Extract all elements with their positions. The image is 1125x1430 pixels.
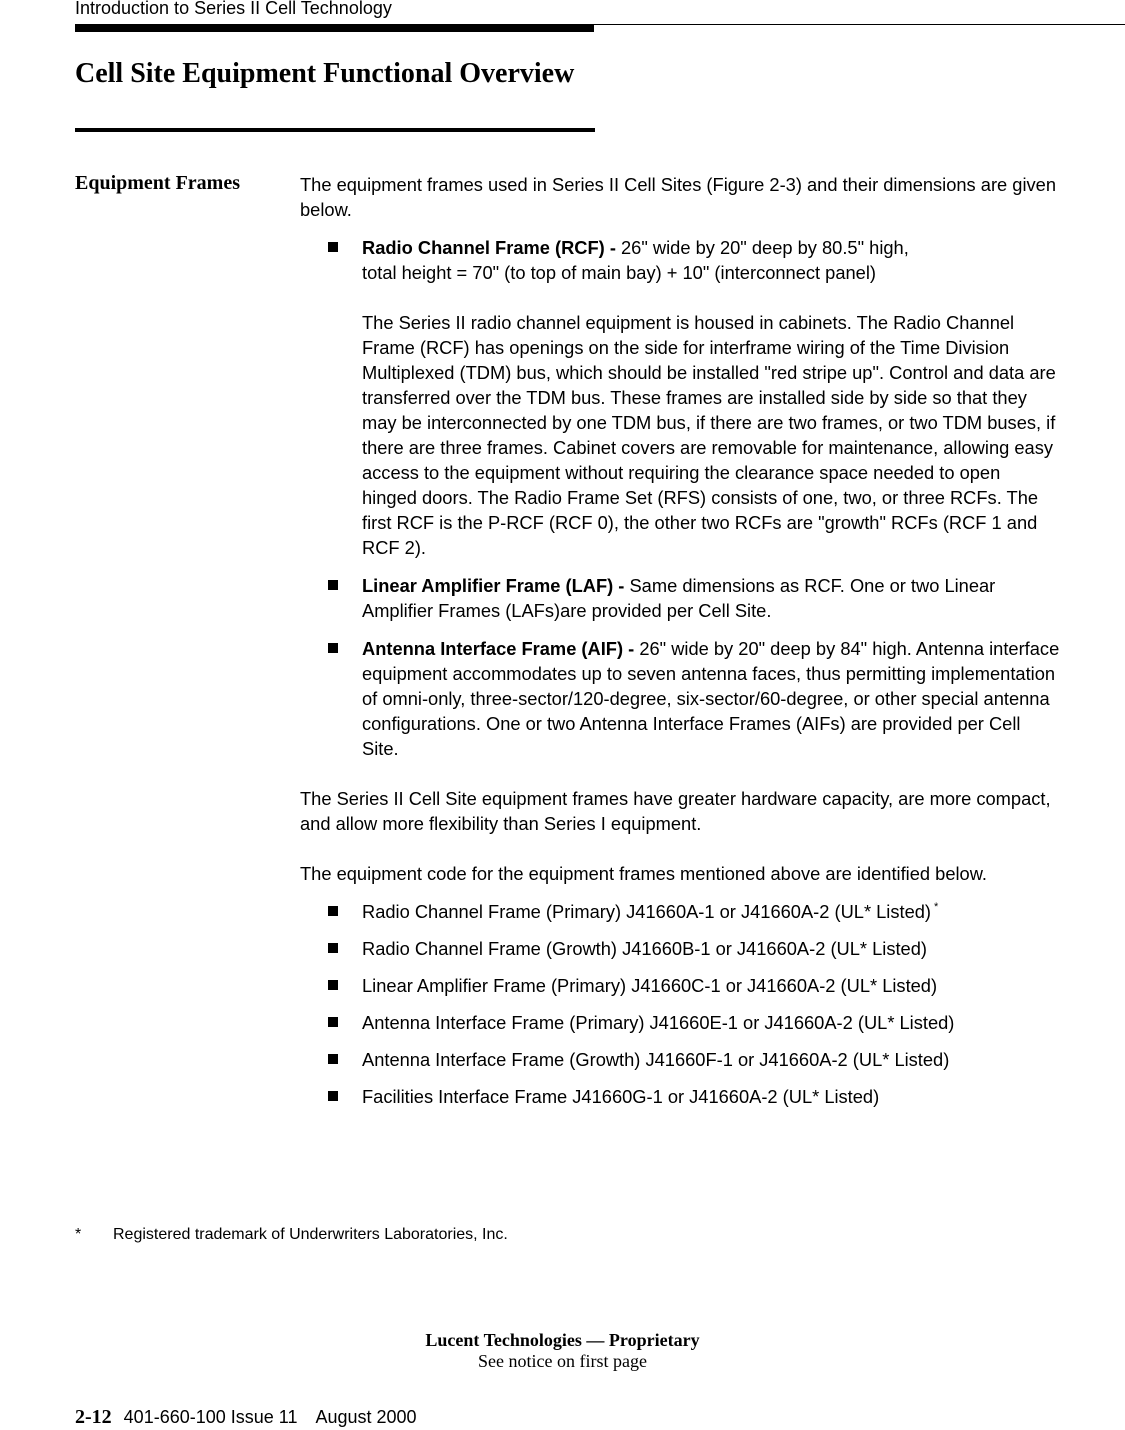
list-item — [300, 235, 1060, 560]
footer-proprietary — [0, 1330, 1125, 1372]
list-item — [300, 899, 1060, 924]
list-item — [300, 973, 1060, 998]
intro-paragraph: The equipment frames used in Series II Cell Sites (Figure 2-3) and their dimensions are given below. — [300, 174, 1056, 220]
codes-intro-paragraph: The equipment code for the equipment frames mentioned above are identified below. — [300, 863, 987, 884]
doc-date: August 2000 — [315, 1407, 417, 1427]
footnote — [75, 1226, 508, 1244]
frame-desc: 26" wide by 20" deep by 80.5" high, — [615, 237, 909, 258]
side-heading: Equipment Frames — [75, 172, 240, 194]
bullet-square-icon — [328, 943, 338, 953]
codes-list — [300, 899, 1060, 1109]
bullet-square-icon — [328, 580, 338, 590]
page-number: 2-12 — [75, 1406, 112, 1428]
doc-number: 401-660-100 Issue 11 — [123, 1407, 298, 1427]
frame-name: Antenna Interface Frame (AIF) - — [362, 638, 635, 659]
code-text: Linear Amplifier Frame (Primary) J41660C-1 or J41660A-2 (UL* Listed) — [362, 975, 938, 996]
footnote-ref: * — [934, 901, 939, 913]
bullet-square-icon — [328, 1017, 338, 1027]
frames-list — [300, 235, 1060, 761]
list-item — [300, 573, 1060, 623]
page-footer — [75, 1406, 417, 1429]
code-text: Radio Channel Frame (Primary) J41660A-1 or J41660A-2 (UL* Listed) — [362, 901, 932, 922]
header-rule-thick — [75, 25, 594, 32]
code-text: Facilities Interface Frame J41660G-1 or J41660A-2 (UL* Listed) — [362, 1086, 880, 1107]
footer-notice: See notice on first page — [478, 1351, 647, 1371]
footnote-mark: * — [75, 1226, 82, 1243]
bullet-square-icon — [328, 906, 338, 916]
running-header: Introduction to Series II Cell Technology — [75, 0, 392, 18]
body-text — [300, 172, 1060, 1109]
frame-name: Radio Channel Frame (RCF) - — [362, 237, 616, 258]
frame-detail: The Series II radio channel equipment is housed in cabinets. The Radio Channel Frame (RCF) has openings on the side for interframe wiring of the Time Division Multiplexed (TDM) bus, which should be installed "red stripe up". Control and data are transferred over the TDM bus. These frames are installed side by side so that they may be interconnected by one TDM bus, if there are two frames, or two TDM buses, if there are three frames. Cabinet covers are removable for maintenance, allowing easy access to the equipment without requiring the clearance space needed to open hinged doors. The Radio Frame Set (RFS) consists of one, two, or three RCFs. The first RCF is the P-RCF (RCF 0), the other two RCFs are "growth" RCFs (RCF 1 and RCF 2). — [362, 312, 1056, 558]
footnote-text: Registered trademark of Underwriters Laboratories, Inc. — [113, 1226, 508, 1243]
capacity-paragraph: The Series II Cell Site equipment frames have greater hardware capacity, are more compact, and allow more flexibility than Series I equipment. — [300, 788, 1051, 834]
frame-name: Linear Amplifier Frame (LAF) - — [362, 575, 625, 596]
frame-desc: 26" wide by 20" deep by 84" high. Antenna interface equipment accommodates up to seven antenna faces, thus permitting implementation of omni-only, three-sector/120-degree, six-sector/60-degree, or other special antenna configurations. One or two Antenna Interface Frames (AIFs) are provided per Cell Site. — [362, 638, 1060, 759]
bullet-square-icon — [328, 980, 338, 990]
list-item — [300, 1047, 1060, 1072]
code-text: Antenna Interface Frame (Growth) J41660F-1 or J41660A-2 (UL* Listed) — [362, 1049, 950, 1070]
bullet-square-icon — [328, 1054, 338, 1064]
frame-desc-line2: total height = 70" (to top of main bay) + 10" (interconnect panel) — [362, 262, 876, 283]
section-title: Cell Site Equipment Functional Overview — [75, 58, 575, 89]
code-text: Antenna Interface Frame (Primary) J41660E-1 or J41660A-2 (UL* Listed) — [362, 1012, 955, 1033]
bullet-square-icon — [328, 242, 338, 252]
code-text: Radio Channel Frame (Growth) J41660B-1 or J41660A-2 (UL* Listed) — [362, 938, 927, 959]
list-item — [300, 1010, 1060, 1035]
bullet-square-icon — [328, 1091, 338, 1101]
list-item — [300, 1084, 1060, 1109]
list-item — [300, 636, 1060, 761]
frame-desc: Same dimensions as RCF. One or two Linear Amplifier Frames (LAFs)are provided per Cell Site. — [362, 575, 996, 621]
bullet-square-icon — [328, 643, 338, 653]
footer-company: Lucent Technologies — Proprietary — [425, 1330, 700, 1350]
list-item — [300, 936, 1060, 961]
title-rule — [75, 128, 595, 132]
